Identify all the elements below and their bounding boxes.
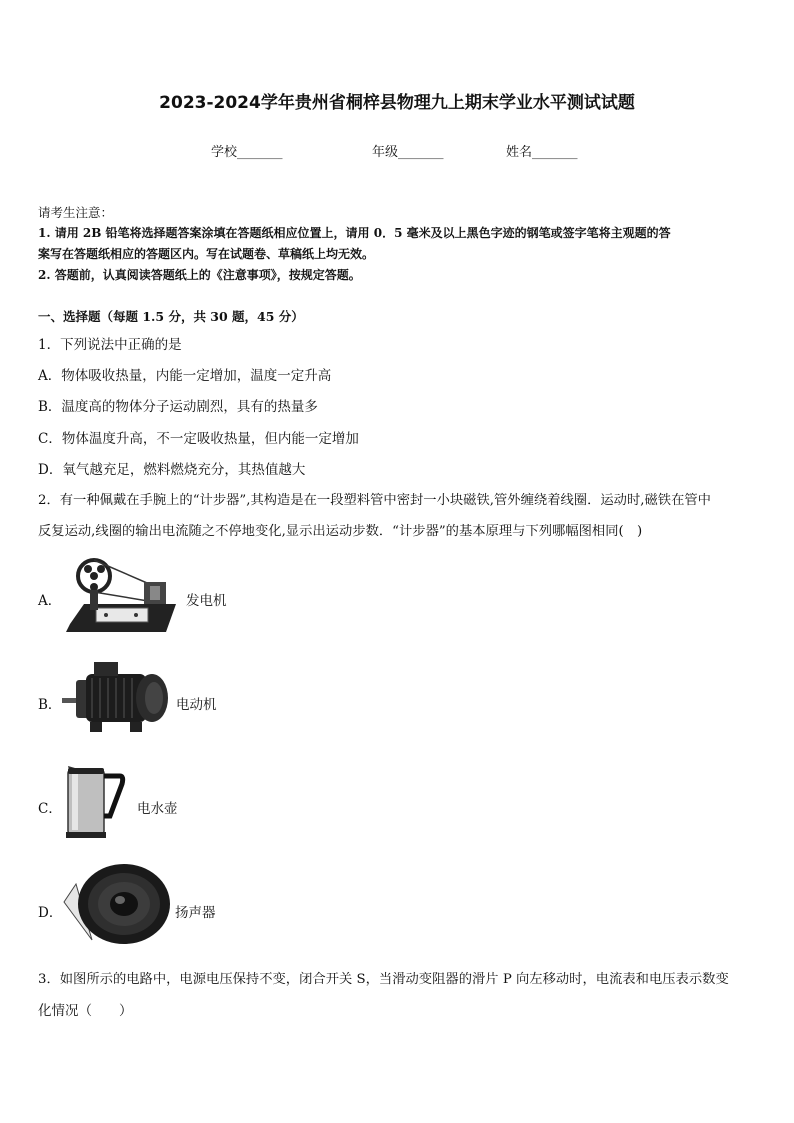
q2-option-a-label: 发电机	[186, 593, 227, 609]
q2-option-c-label: 电水壶	[137, 801, 178, 817]
notice-heading: 请考生注意：	[38, 205, 114, 220]
grade-field: 年级_______	[372, 145, 444, 160]
kettle-icon	[62, 764, 128, 840]
notice-line-2: 2. 答题前，认真阅读答题纸上的《注意事项》，按规定答题。	[38, 268, 361, 282]
q3-stem-line-2: 化情况（ ）	[38, 1003, 133, 1019]
q2-stem-line-1: 2．有一种佩戴在手腕上的“计步器”,其构造是在一段塑料管中密封一小块磁铁,管外缠绕着线圈．运动时,磁铁在管中	[38, 493, 711, 508]
q1-option-a: A．物体吸收热量，内能一定增加，温度一定升高	[38, 368, 332, 384]
motor-icon	[62, 658, 172, 738]
notice-line-1b: 案写在答题纸相应的答题区内。写在试题卷、草稿纸上均无效。	[38, 247, 375, 261]
q1-option-d: D．氧气越充足，燃料燃烧充分，其热值越大	[38, 462, 306, 478]
page-title: 2023-2024学年贵州省桐梓县物理九上期末学业水平测试试题	[159, 93, 635, 113]
q2-option-d-letter: D．	[38, 905, 63, 921]
q2-option-d-label: 扬声器	[175, 905, 216, 921]
school-field: 学校_______	[211, 145, 283, 160]
q3-stem-line-1: 3．如图所示的电路中，电源电压保持不变，闭合开关 S，当滑动变阻器的滑片 P 向左移动时，电流表和电压表示数变	[38, 972, 729, 987]
q1-stem: 1．下列说法中正确的是	[38, 337, 182, 353]
q2-option-b-letter: B．	[38, 697, 62, 713]
q1-option-b: B．温度高的物体分子运动剧烈，具有的热量多	[38, 399, 318, 415]
q2-option-c-letter: C．	[38, 801, 62, 817]
q1-option-c: C．物体温度升高，不一定吸收热量，但内能一定增加	[38, 431, 359, 447]
q2-option-a-letter: A．	[38, 593, 62, 609]
q2-stem-line-2: 反复运动,线圈的输出电流随之不停地变化,显示出运动步数．“计步器”的基本原理与下列哪幅图相同( )	[38, 524, 643, 539]
name-field: 姓名_______	[506, 145, 578, 160]
speaker-icon	[62, 862, 172, 950]
generator-icon	[66, 556, 178, 636]
section-heading: 一、选择题（每题 1.5 分，共 30 题，45 分）	[38, 309, 304, 324]
q2-option-b-label: 电动机	[176, 697, 217, 713]
notice-line-1a: 1. 请用 2B 铅笔将选择题答案涂填在答题纸相应位置上，请用 0．5 毫米及以上黑色字迹的钢笔或签字笔将主观题的答	[38, 226, 671, 240]
